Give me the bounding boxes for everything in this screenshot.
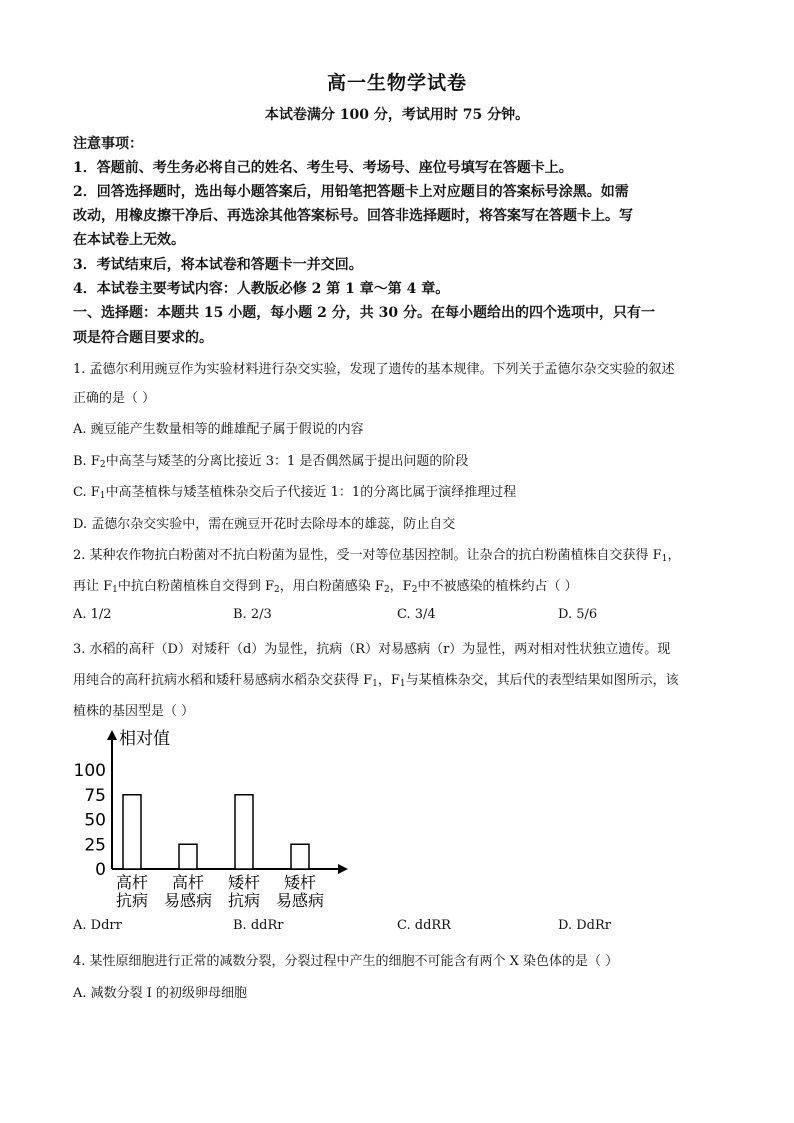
section-1-heading-line-1: 一、选择题：本题共 15 小题，每小题 2 分，共 30 分。在每小题给出的四个选项中，只有一 [73, 305, 655, 321]
q2-option-a: A. 1/2 [73, 607, 112, 622]
q2-option-b: B. 2/3 [233, 607, 272, 622]
bar-4 [291, 844, 309, 869]
x-tick-label-line-1: 矮杆 [283, 873, 317, 892]
y-tick-label: 100 [73, 761, 106, 781]
bar-3 [235, 795, 253, 869]
note-item-3: 3．考试结束后，将本试卷和答题卡一并交回。 [73, 257, 363, 273]
note-item-2-line-1: 2．回答选择题时，选出每小题答案后，用铅笔把答题卡上对应题目的答案标号涂黑。如需 [73, 184, 629, 200]
q1-option-d: D. 孟德尔杂交实验中，需在豌豆开花时去除母本的雄蕊，防止自交 [73, 517, 456, 532]
q1-option-a: A. 豌豆能产生数量相等的雌雄配子属于假说的内容 [73, 422, 364, 437]
note-item-2-line-2: 改动，用橡皮擦干净后、再选涂其他答案标号。回答非选择题时，将答案写在答题卡上。写 [73, 208, 633, 224]
x-tick-label-line-1: 高杆 [115, 873, 149, 892]
y-tick-label: 0 [95, 860, 106, 880]
note-item-1: 1．答题前、考生务必将自己的姓名、考生号、考场号、座位号填写在答题卡上。 [73, 160, 573, 176]
q4-option-a: A. 减数分裂 I 的初级卵母细胞 [73, 986, 248, 1001]
x-tick-label-line-1: 高杆 [171, 873, 205, 892]
q3-option-d: D. DdRr [558, 918, 611, 933]
y-axis-label: 相对值 [119, 729, 170, 749]
note-item-2-line-3: 在本试卷上无效。 [73, 232, 185, 248]
x-tick-label-line-2: 抗病 [115, 891, 149, 910]
q3-option-b: B. ddRr [233, 918, 284, 933]
note-item-4: 4．本试卷主要考试内容：人教版必修 2 第 1 章～第 4 章。 [73, 281, 450, 297]
y-tick-label: 25 [84, 835, 106, 856]
x-tick-label-line-1: 矮杆 [227, 873, 261, 892]
q3-option-c: C. ddRR [397, 918, 451, 933]
q1-option-c: C. $F_1$中高茎植株与矮茎植株杂交后子代接近 1：1的分离比属于演绎推理过程 [73, 485, 517, 501]
exam-subtitle: 本试卷满分 100 分，考试用时 75 分钟。 [264, 107, 530, 123]
q1-stem-line-2: 正确的是（ ） [73, 391, 156, 406]
q2-stem-line-2: 再让 $F_1$中抗白粉菌植株自交得到 $F_2$，用白粉菌感染 $F_2$，$F_2$中不被感染的植株约占（ ） [73, 579, 578, 595]
q3-stem-line-1: 3. 水稻的高秆（D）对矮秆（d）为显性，抗病（R）对易感病（r）为显性，两对相对性状独立遗传。现 [73, 642, 671, 657]
q3-stem-line-2: 用纯合的高秆抗病水稻和矮秆易感病水稻杂交获得 $F_1$，$F_1$与某植株杂交，其后代的表型结果如图所示，该 [73, 673, 679, 689]
bar-1 [123, 795, 141, 869]
q1-stem-line-1: 1. 孟德尔利用豌豆作为实验材料进行杂交实验，发现了遗传的基本规律。下列关于孟德尔杂交实验的叙述 [73, 362, 675, 377]
q3-stem-line-3: 植株的基因型是（ ） [73, 704, 195, 719]
section-1-heading-line-2: 项是符合题目要求的。 [73, 330, 213, 346]
y-tick-label: 75 [84, 785, 106, 806]
q3-option-a: A. Ddrr [73, 918, 122, 933]
q2-stem-line-1: 2. 某种农作物抗白粉菌对不抗白粉菌为显性，受一对等位基因控制。让杂合的抗白粉菌植株自交获得 $F_1$， [73, 548, 681, 564]
q3-bar-chart [62, 722, 362, 912]
notes-heading: 注意事项： [73, 136, 143, 152]
q1-option-b: B. $F_2$中高茎与矮茎的分离比接近 3：1 是否偶然属于提出问题的阶段 [73, 454, 469, 470]
q2-option-d: D. 5/6 [558, 607, 598, 622]
q4-stem: 4. 某性原细胞进行正常的减数分裂，分裂过程中产生的细胞不可能含有两个 X 染色体的是（ ） [73, 954, 619, 969]
x-tick-label-line-2: 易感病 [163, 891, 213, 910]
bar-2 [179, 844, 197, 869]
q2-option-c: C. 3/4 [397, 607, 436, 622]
exam-title: 高一生物学试卷 [326, 72, 467, 94]
y-tick-label: 50 [84, 810, 106, 831]
x-tick-label-line-2: 抗病 [227, 891, 261, 910]
x-tick-label-line-2: 易感病 [275, 891, 325, 910]
